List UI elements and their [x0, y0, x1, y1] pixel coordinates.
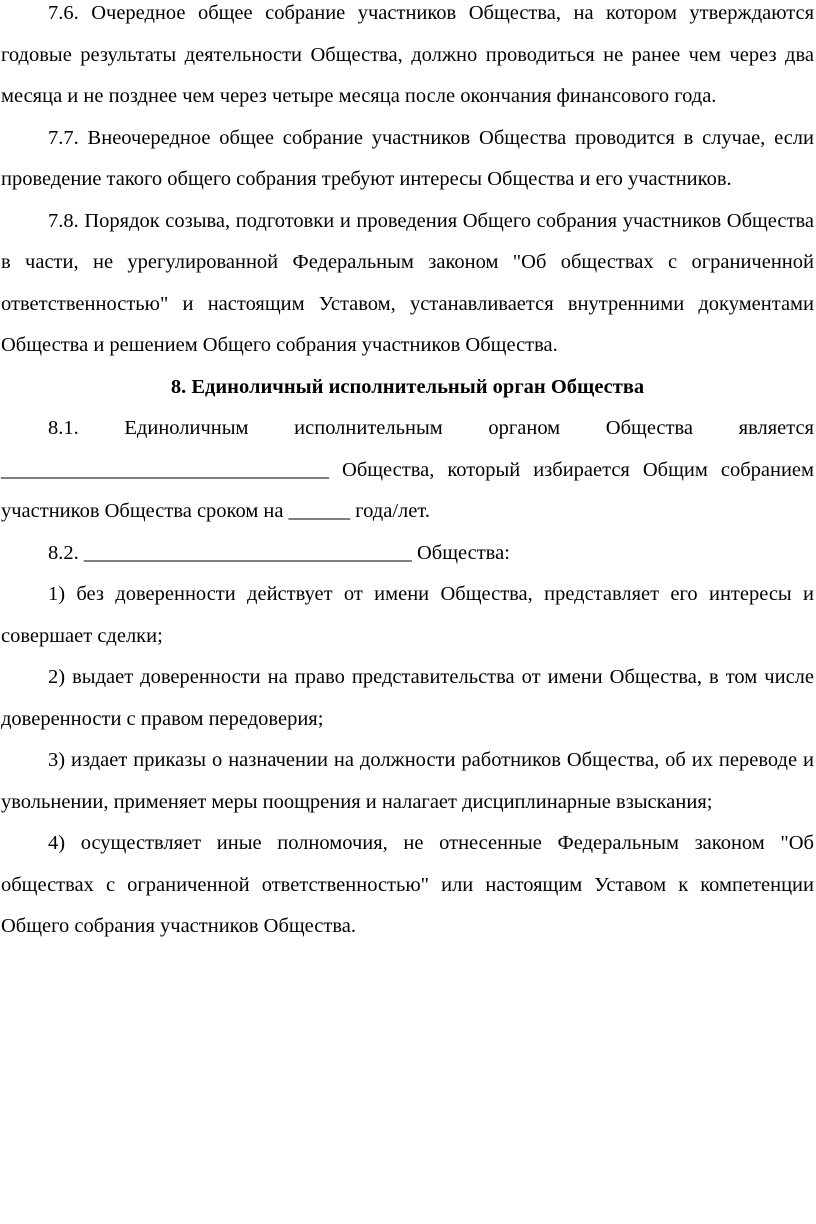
paragraph-8-1: 8.1. Единоличным исполнительным органом Общества является ________________________________ Общества, который избирается Общим собранием участников Общества сроком на ______ года/лет.: [1, 417, 814, 522]
paragraph-8-2: 8.2. ________________________________ Общества:: [48, 541, 510, 564]
paragraph-7-8: 7.8. Порядок созыва, подготовки и проведения Общего собрания участников Общества в части, не урегулированной Федеральным законом "Об обществах с ограниченной ответственностью" и настоящим Уставом, устанавливается внутренними документами Общества и решением Общего собрания участников Общества.: [1, 209, 814, 356]
paragraph-7-6: 7.6. Очередное общее собрание участников Общества, на котором утверждаются годовые результаты деятельности Общества, должно проводиться не ранее чем через два месяца и не позднее чем через четыре месяца после окончания финансового года.: [1, 2, 814, 107]
section-8-heading: 8. Единоличный исполнительный орган Общества: [170, 375, 645, 398]
paragraph-7-7: 7.7. Внеочередное общее собрание участников Общества проводится в случае, если проведение такого общего собрания требуют интересы Общества и его участников.: [1, 126, 814, 190]
list-item-3: 3) издает приказы о назначении на должности работников Общества, об их переводе и увольнении, применяет меры поощрения и налагает дисциплинарные взыскания;: [1, 749, 814, 813]
list-item-1: 1) без доверенности действует от имени Общества, представляет его интересы и совершает сделки;: [1, 583, 814, 647]
list-item-2: 2) выдает доверенности на право представительства от имени Общества, в том числе доверенности с правом передоверия;: [1, 666, 814, 730]
list-item-4: 4) осуществляет иные полномочия, не отнесенные Федеральным законом "Об обществах с ограниченной ответственностью" или настоящим Уставом к компетенции Общего собрания участников Общества.: [1, 832, 814, 937]
